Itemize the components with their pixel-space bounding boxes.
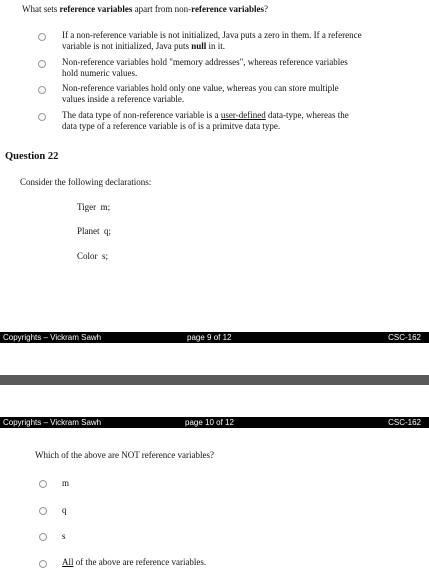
stem-bold: reference variables (59, 4, 133, 14)
page-footer-9 (0, 332, 429, 343)
option-line: The data type of non-reference variable is a user-defined data-type, whereas the (62, 110, 349, 120)
q22-option-all[interactable] (62, 557, 206, 568)
declaration-planet: Planet q; (77, 226, 111, 236)
declaration-tiger: Tiger m; (77, 202, 111, 212)
footer-copyright: Copyrights – Vickram Sawh (3, 333, 102, 342)
q22-option-m-radio[interactable] (39, 480, 47, 488)
footer-copyright: Copyrights – Vickram Sawh (3, 418, 102, 427)
stem-text: ? (264, 4, 269, 14)
q22-option-q[interactable]: q (62, 505, 67, 515)
q21-option-3-radio[interactable] (38, 86, 46, 94)
option-underline: All (62, 557, 74, 567)
q21-option-3[interactable] (62, 83, 422, 105)
declaration-color: Color s; (77, 251, 109, 261)
q22-option-s[interactable]: s (62, 531, 66, 541)
footer-page-number: page 9 of 12 (187, 333, 232, 342)
option-line: Non-reference variables hold "memory addresses", whereas reference variables (62, 57, 348, 67)
option-line: If a non-reference variable is not initialized, Java puts a zero in them. If a reference (62, 30, 362, 40)
q21-option-1-radio[interactable] (38, 33, 46, 41)
question-22-heading: Question 22 (5, 151, 59, 162)
footer-course-code: CSC-162 (388, 418, 421, 427)
q22-intro: Consider the following declarations: (20, 177, 152, 187)
footer-page-number: page 10 of 12 (185, 418, 234, 427)
footer-course-code: CSC-162 (388, 333, 421, 342)
q22-option-s-radio[interactable] (39, 533, 47, 541)
option-line: Non-reference variables hold only one value, whereas you can store multiple (62, 83, 339, 93)
q22-option-q-radio[interactable] (39, 507, 47, 515)
option-line: values inside a reference variable. (62, 94, 185, 104)
q21-option-2-radio[interactable] (38, 60, 46, 68)
q21-option-1[interactable] (62, 30, 422, 52)
q21-option-4-radio[interactable] (38, 113, 46, 121)
q21-option-4[interactable] (62, 110, 422, 132)
q22-stem: Which of the above are NOT reference variables? (35, 450, 214, 460)
option-text: of the above are reference variables. (73, 557, 207, 567)
page-separator (0, 375, 429, 385)
option-line: hold numeric values. (62, 68, 138, 78)
stem-text: apart from non- (132, 4, 192, 14)
page-footer-10 (0, 417, 429, 428)
question-21-stem (22, 4, 268, 15)
stem-text: What sets (22, 4, 60, 14)
q22-option-all-radio[interactable] (39, 560, 47, 568)
q22-option-m[interactable]: m (62, 478, 70, 488)
option-line: variable is not initialized, Java puts null in it. (62, 41, 225, 51)
option-line: data type of a reference variable is of is a primitve data type. (62, 121, 281, 131)
q21-option-2[interactable] (62, 57, 422, 79)
stem-bold: reference variables (191, 4, 265, 14)
